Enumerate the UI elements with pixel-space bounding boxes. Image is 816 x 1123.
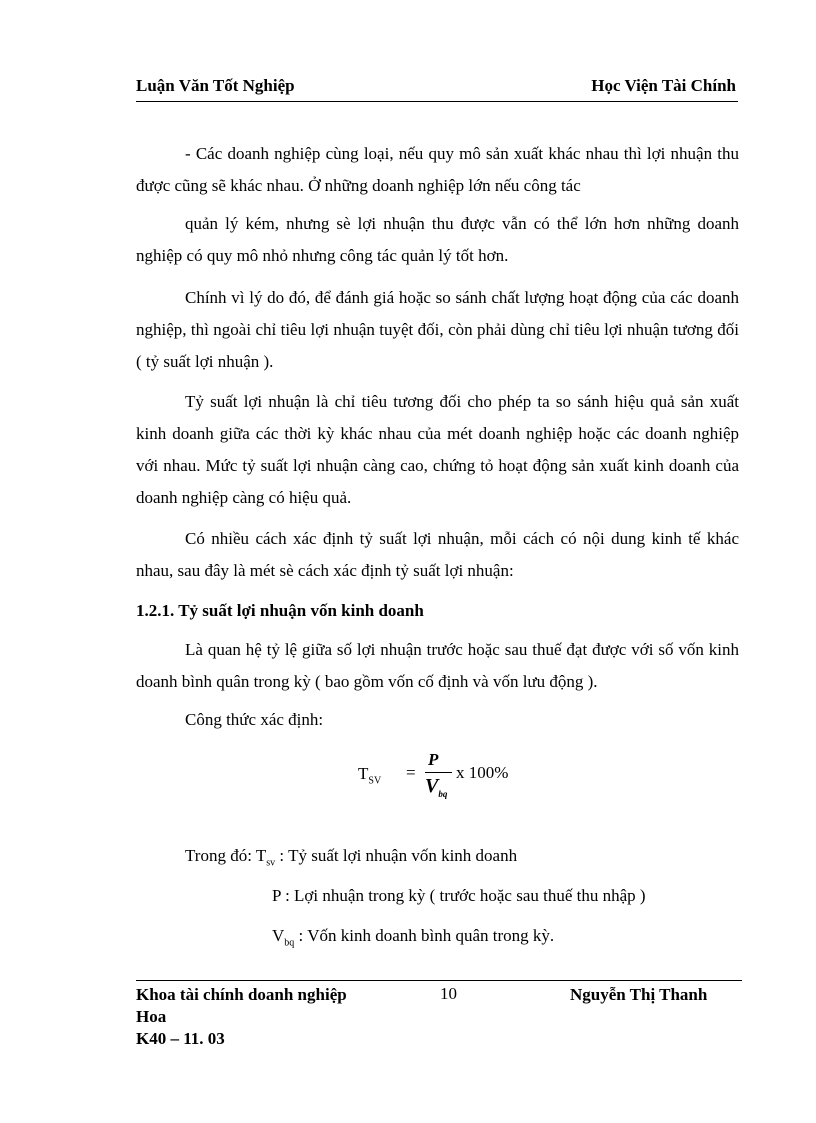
page-number: 10 — [440, 984, 457, 1003]
paragraph-2: quản lý kém, nhưng sè lợi nhuận thu được vẫn có thể lớn hơn những doanh nghiệp có quy mô nhỏ nhưng công tác quản lý tốt hơn. — [136, 214, 739, 265]
formula-multiplier: x 100% — [456, 763, 509, 782]
paragraph-5: Có nhiều cách xác định tỷ suất lợi nhuận, mỗi cách có nội dung kinh tế khác nhau, sau đây là mét sè cách xác định tỷ suất lợi nhuận: — [136, 529, 739, 580]
formula-denominator: $V_{bq}$ — [425, 775, 448, 799]
header-thesis-title: Luận Văn Tốt Nghiệp — [136, 76, 295, 95]
footer-class: K40 – 11. 03 — [136, 1029, 225, 1048]
footer-faculty: Khoa tài chính doanh nghiệp — [136, 985, 347, 1004]
fraction-bar — [425, 772, 452, 773]
paragraph-3: Chính vì lý do đó, để đánh giá hoặc so sánh chất lượng hoạt động của các doanh nghiệp, thì ngoài chỉ tiêu lợi nhuận tuyệt đối, còn phải dùng chỉ tiêu lợi nhuận tương đối ( tỷ suất lợi nhuận ). — [136, 288, 739, 371]
paragraph-1: - Các doanh nghiệp cùng loại, nếu quy mô sản xuất khác nhau thì lợi nhuận thu được cũng sẽ khác nhau. Ở những doanh nghiệp lớn nếu công tác — [136, 144, 739, 195]
paragraph-7: Công thức xác định: — [185, 710, 324, 729]
header-rule — [136, 101, 738, 102]
paragraph-6: Là quan hệ tỷ lệ giữa số lợi nhuận trước hoặc sau thuế đạt được với số vốn kinh doanh bình quân trong kỳ ( bao gồm vốn cố định và vốn lưu động ). — [136, 640, 739, 691]
definition-tsv: Trong đó: $T_{sv}$ : Tỷ suất lợi nhuận vốn kinh doanh — [185, 846, 518, 869]
footer-author-continued: Hoa — [136, 1007, 167, 1026]
formula — [358, 750, 538, 800]
footer-rule — [136, 980, 742, 981]
paragraph-4: Tỷ suất lợi nhuận là chỉ tiêu tương đối cho phép ta so sánh hiệu quả sản xuất kinh doanh giữa các thời kỳ khác nhau của mét doanh nghiệp hoặc các doanh nghiệp với nhau. Mức tỷ suất lợi nhuận càng cao, chứng tỏ hoạt động sản xuất kinh doanh của doanh nghiệp càng có hiệu quả. — [136, 392, 739, 507]
formula-numerator: P — [428, 750, 439, 769]
formula-lhs: $T_{SV}$ — [358, 764, 382, 787]
formula-equals: = — [406, 763, 416, 782]
definition-p: P : Lợi nhuận trong kỳ ( trước hoặc sau thuế thu nhập ) — [272, 886, 646, 905]
header-institution: Học Viện Tài Chính — [591, 76, 736, 95]
section-heading: 1.2.1. Tỷ suất lợi nhuận vốn kinh doanh — [136, 601, 424, 620]
page-header — [136, 76, 736, 100]
definition-vbq: $V_{bq}$ : Vốn kinh doanh bình quân trong kỳ. — [272, 926, 555, 949]
footer-author: Nguyễn Thị Thanh — [570, 985, 708, 1004]
